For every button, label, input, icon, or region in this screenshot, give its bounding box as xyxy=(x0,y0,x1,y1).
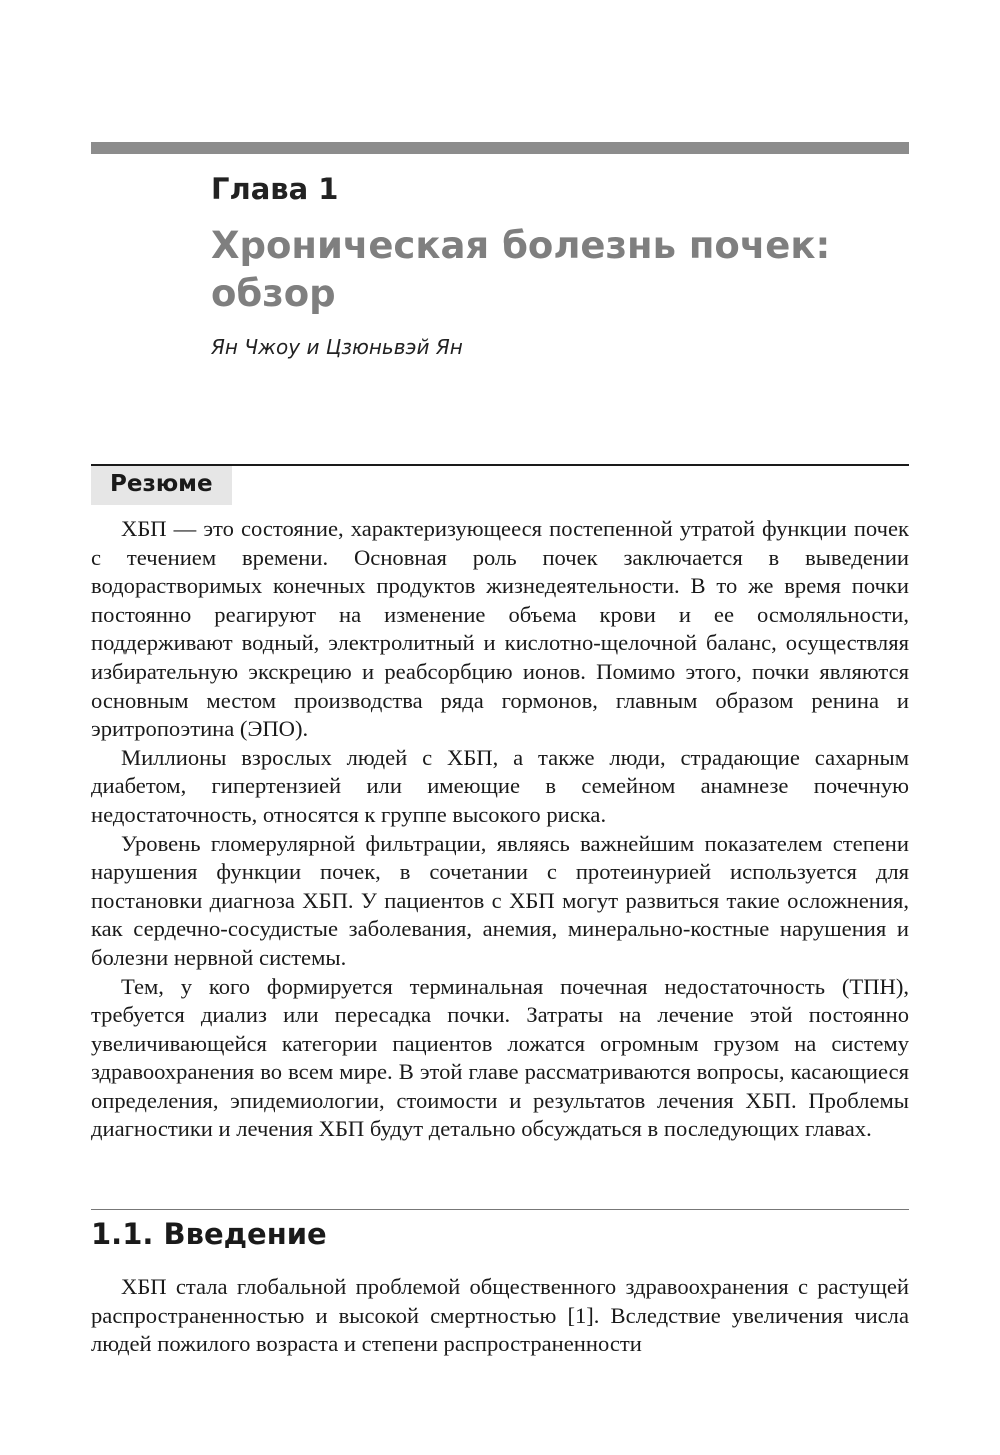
chapter-title: Хроническая болезнь почек: обзор xyxy=(211,224,831,315)
chapter-authors: Ян Чжоу и Цзюньвэй Ян xyxy=(211,335,463,359)
abstract-body xyxy=(91,515,909,1144)
abstract-paragraph: ХБП — это состояние, характеризующееся постепенной утратой функции почек с течением времени. Основная роль почек заключается в выведении водорастворимых конечных продуктов жизнедеятельности. В то же время почки постоянно реагируют на изменение объема крови и ее осмоляльности, поддерживают водный, электролитный и кислотно-щелочной баланс, осуществляя избирательную экскрецию и реабсорбцию ионов. Помимо этого, почки являются основным местом производства ряда гормонов, главным образом ренина и эритропоэтина (ЭПО). xyxy=(91,516,909,742)
abstract-paragraph: Уровень гломерулярной фильтрации, являясь важнейшим показателем степени нарушения функции почек, в сочетании с протеинурией используется для постановки диагноза ХБП. У пациентов с ХБП могут развиться такие осложнения, как сердечно-сосудистые заболевания, анемия, минерально-костные нарушения и болезни нервной системы. xyxy=(91,830,909,970)
section-paragraph: ХБП стала глобальной проблемой общественного здравоохранения с растущей распространенностью и высокой смертностью [1]. Вследствие увеличения числа людей пожилого возраста и степени распространенности xyxy=(91,1274,909,1357)
section-body xyxy=(91,1273,909,1359)
section-heading: 1.1. Введение xyxy=(91,1217,327,1251)
chapter-label: Глава 1 xyxy=(211,172,339,206)
abstract-heading: Резюме xyxy=(91,466,232,505)
abstract-paragraph: Миллионы взрослых людей с ХБП, а также люди, страдающие сахарным диабетом, гипертензией или имеющие в семейном анамнезе почечную недостаточность, относятся к группе высокого риска. xyxy=(91,744,909,827)
chapter-top-bar xyxy=(91,142,909,154)
section-rule xyxy=(91,1209,909,1210)
abstract-paragraph: Тем, у кого формируется терминальная почечная недостаточность (ТПН), требуется диализ или пересадка почки. Затраты на лечение этой постоянно увеличивающейся категории пациентов ложатся огромным грузом на систему здравоохранения во всем мире. В этой главе рассматриваются вопросы, касающиеся определения, эпидемиологии, стоимости и результатов лечения ХБП. Проблемы диагностики и лечения ХБП будут детально обсуждаться в последующих главах. xyxy=(91,973,909,1142)
